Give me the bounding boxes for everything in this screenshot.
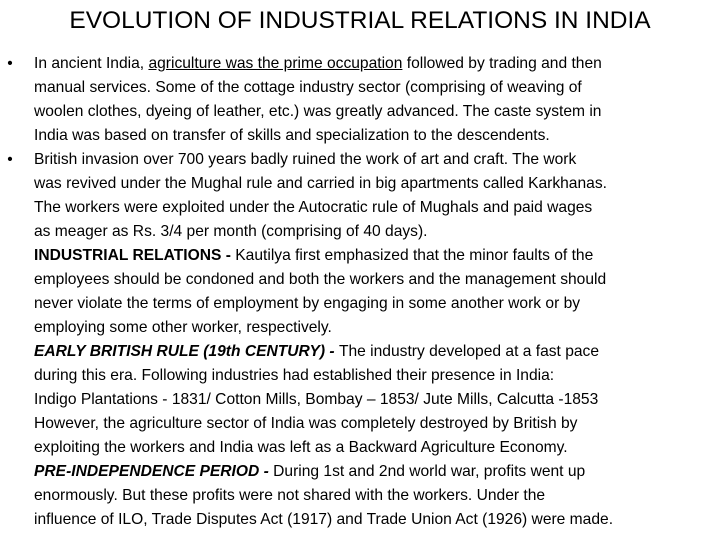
bullet-1-line-1 [7, 52, 718, 76]
early-british-rule-line-1 [34, 340, 718, 364]
industrial-relations-heading: INDUSTRIAL RELATIONS - [34, 247, 236, 264]
pre-independence-heading: PRE-INDEPENDENCE PERIOD - [34, 463, 274, 480]
text-run: followed by trading and then [402, 55, 602, 72]
bullet-1-line-4: India was based on transfer of skills and specialization to the descendents. [34, 127, 550, 144]
pre-independence-line-2: enormously. But these profits were not shared with the workers. Under the [34, 487, 546, 504]
text-run: The industry developed at a fast pace [338, 343, 600, 360]
early-british-rule-line-3: Indigo Plantations - 1831/ Cotton Mills, Bombay – 1853/ Jute Mills, Calcutta -1853 [34, 391, 599, 408]
bullet-1-line-2: manual services. Some of the cottage industry sector (comprising of weaving of [34, 79, 582, 96]
text-run: In ancient India, [34, 55, 149, 72]
text-run: Kautilya first emphasized that the minor faults of the [235, 247, 594, 264]
text-run: British invasion over 700 years badly ruined the work of art and craft. The work [34, 151, 577, 168]
early-british-rule-line-5: exploiting the workers and India was left as a Backward Agriculture Economy. [34, 439, 568, 456]
early-british-rule-heading: EARLY BRITISH RULE (19th CENTURY) - [34, 343, 339, 360]
bullet-1-marker: • [7, 55, 13, 72]
underlined-phrase: agriculture was the prime occupation [148, 55, 403, 72]
bullet-2-line-3: The workers were exploited under the Autocratic rule of Mughals and paid wages [34, 199, 593, 216]
bullet-1-line-3: woolen clothes, dyeing of leather, etc.) was greatly advanced. The caste system in [34, 103, 602, 120]
bullet-2-line-1 [7, 148, 718, 172]
early-british-rule-line-4: However, the agriculture sector of India was completely destroyed by British by [34, 415, 578, 432]
early-british-rule-line-2: during this era. Following industries had established their presence in India: [34, 367, 555, 384]
pre-independence-line-3: influence of ILO, Trade Disputes Act (1917) and Trade Union Act (1926) were made. [34, 511, 614, 528]
industrial-relations-line-1 [34, 244, 718, 268]
bullet-2-line-2: was revived under the Mughal rule and carried in big apartments called Karkhanas. [34, 175, 607, 192]
bullet-2-marker: • [7, 151, 13, 168]
text-run: During 1st and 2nd world war, profits went up [273, 463, 586, 480]
slide-body [7, 52, 718, 532]
industrial-relations-line-3: never violate the terms of employment by engaging in some another work or by [34, 295, 581, 312]
industrial-relations-line-4: employing some other worker, respectively. [34, 319, 332, 336]
bullet-2-line-4: as meager as Rs. 3/4 per month (comprising of 40 days). [34, 223, 428, 240]
slide-title: EVOLUTION OF INDUSTRIAL RELATIONS IN INDIA [69, 7, 651, 34]
industrial-relations-line-2: employees should be condoned and both the workers and the management should [34, 271, 607, 288]
pre-independence-line-1 [34, 460, 718, 484]
